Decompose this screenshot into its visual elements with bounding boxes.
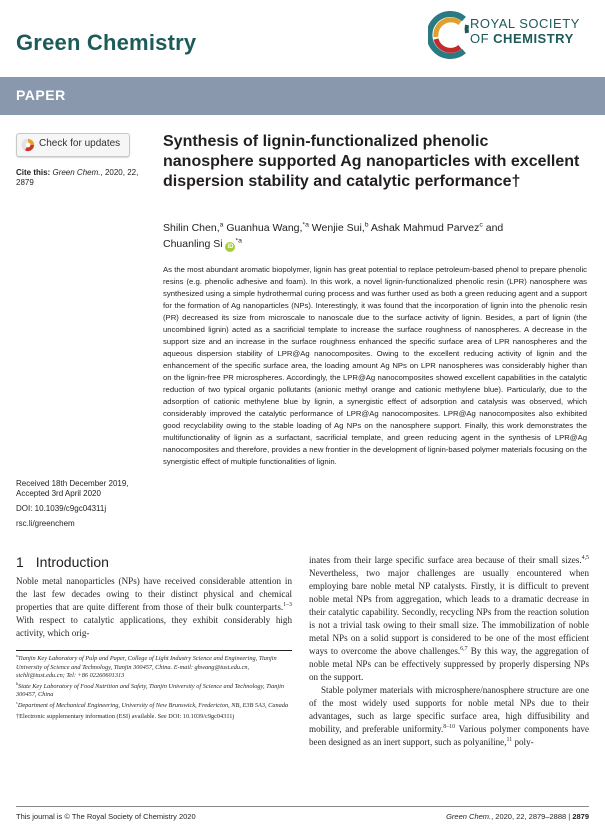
check-updates-icon [21,138,35,152]
abstract: As the most abundant aromatic biopolymer, lignin has great potential to replace petroleum-based phenol to prepare phenolic resins (e.g. phenolic adhesive and foam). In this work, a novel lignin-functionalized phenolic resin (LPR) nanosphere was synthesized using a simple hydrothermal curing process and was further used as both a green reducing agent and a support for the formation of Ag nanoparticles (NPs). Interestingly, it was found that the incorporation of lignin into the phenolic resin (PR) decreased its size from microscale to nanoscale due to the surface activity of lignin. Besides, a part of lignin (the uncombined lignin) acted as a sacrificial template to increase the surface roughness of nanospheres. A decrease in the support size and an increase in the surface roughness enhanced the specific surface area of LPR nanospheres and the aqueous dispersion stability of LPR@Ag nanocomposites. Owing to the excellent reducing activity of lignin and the enhancement of the specific surface area, the loading amount Ag NPs on LPR nanospheres was considerably higher than on the lignin-free PR microspheres. Accordingly, the LPR@Ag nanocomposites showed excellent capabilities in the catalytic reduction of two typical organic pollutants (anionic methyl orange and cationic methylene blue). Particularly, due to the adsorption of cationic methylene blue by lignin, a synergistic effect of adsorption and catalysis was observed, which considerably improved the catalytic performance of LPR@Ag nanocomposites. LPR@Ag nanocomposites also exhibited good recyclability owing to the stable loading of Ag NPs on the nanosphere support. Finally, this work demonstrates the multifunctionality of lignin as a surfactant, sacrificial template, and green reducing agent in the synthesis of LPR@Ag nanocomposites and therefore, provides a new frontier in the development of lignin-based polymer materials focusing on the synergistic effect of multiple functionalities of lignin. [163,265,587,466]
check-for-updates-label: Check for updates [39,138,121,149]
cite-page: 2879 [16,178,34,187]
publisher-name-line2: OF CHEMISTRY [470,31,574,46]
body-column-right [309,554,589,749]
page-citation: Green Chem., 2020, 22, 2879–2888 | 2879 [446,812,589,821]
accepted-date: Accepted 3rd April 2020 [16,489,101,498]
journal-title: Green Chemistry [16,30,197,55]
section-heading-introduction: 1 Introduction [16,554,109,570]
paragraph: Stable polymer materials with microsphere/nanosphere structure are one of the most widely used supports for noble metal NPs due to their advantages, such as large specific surface area, high diffusibility and mobility, and preferable uniformity.$^{8-10}$ Various polymer components have been designed as an inert support, such as polyaniline,$^{11}$ poly- [309,685,589,747]
copyright-notice: This journal is © The Royal Society of Chemistry 2020 [16,812,196,821]
footnote-affiliation-b: $^b$State Key Laboratory of Food Nutrition and Safety, Tianjin University of Science and Technology, Tianjin 300457, China [16,680,285,699]
footnote-esi: †Electronic supplementary information (ESI) available. See DOI: 10.1039/c9gc04311j [16,712,235,720]
footnote-divider [16,650,292,651]
journal-link[interactable]: rsc.li/greenchem [16,519,75,528]
article-type-label: PAPER [16,87,66,103]
body-column-left: Noble metal nanoparticles (NPs) have received considerable attention in the last few decades owing to their distinct physical and chemical properties that are quite different from those of their bulk counterparts.$^{1-3}$ With respect to catalytic applications, they exhibit considerably high activity, which orig- [16,576,292,638]
received-date: Received 18th December 2019, [16,479,129,488]
footnote-affiliation-c: $^c$Department of Mechanical Engineering, University of New Brunswick, Fredericton, NB, E3B 5A3, Canada [16,699,289,709]
footer-divider [16,806,589,807]
author-list [163,220,583,252]
check-for-updates-button[interactable] [16,133,130,157]
cite-this: Cite this: Green Chem., 2020, 22, [16,168,139,177]
article-title: Synthesis of lignin-functionalized phenolic nanosphere supported Ag nanoparticles with excellent dispersion stability and catalytic performance† [163,133,580,190]
article-type-banner [0,77,605,115]
author-line-2: Chuanling Si $iD^{*a}$ [163,237,242,250]
orcid-icon[interactable]: iD [227,244,234,250]
publisher-name-line1: ROYAL SOCIETY [470,16,580,31]
doi-link[interactable]: DOI: 10.1039/c9gc04311j [16,504,107,513]
footnotes [16,652,292,721]
footnote-affiliation-a: $^a$Tianjin Key Laboratory of Pulp and Paper, College of Light Industry Science and Engineering, Tianjin University of Science and Technology, Tianjin 300457, China. E-mail: ghwang@tust.edu.cn, sichli@tust.edu.cn; Tel: +86 02260601313 [16,652,277,680]
paragraph: inates from their large specific surface area because of their small sizes.$^{4,5}$ Nevertheless, two major challenges are usually encountered when employing bare noble metal NP catalysts. Firstly, it is difficult to prevent noble metal NPs from aggregation, which leads to a dramatic decrease in their catalytic capability. Secondly, recycling NPs from the reaction solution is not a trivial task owing to their small size. The immobilization of noble metal NPs on a solid support is considered to be one of the most efficient ways to overcome the above challenges.$^{6,7}$ By this way, the aggregation of noble metal NPs can be effectively suppressed by properly dispersing NPs on the support. [309,554,589,682]
author-line-1: Shilin Chen,$^a$ Guanhua Wang,$^{*a}$ Wenjie Sui,$^b$ Ashak Mahmud Parvez$^c$ and [163,221,504,234]
